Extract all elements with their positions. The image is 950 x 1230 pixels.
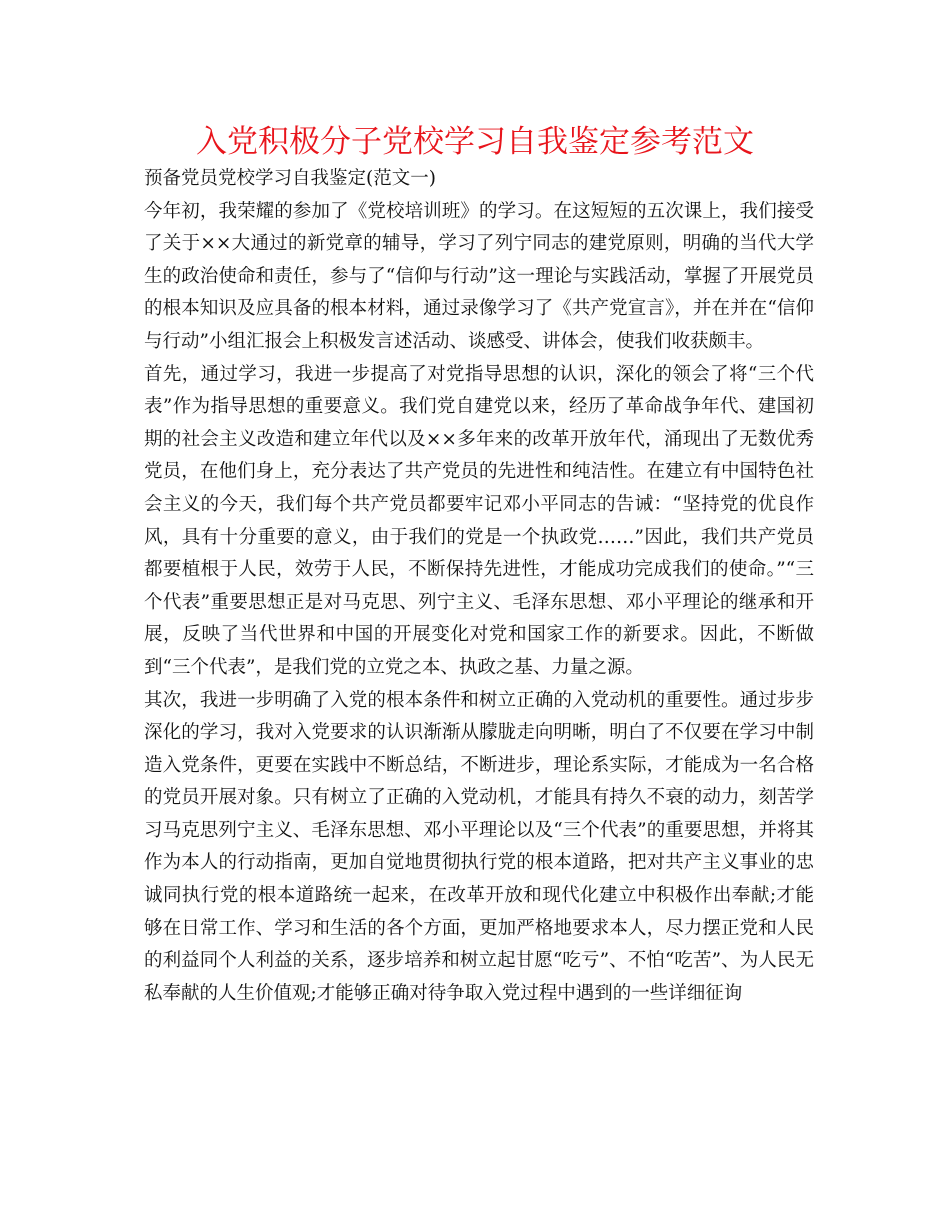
document-subtitle: 预备党员党校学习自我鉴定(范文一) — [144, 168, 436, 189]
document-body — [144, 163, 814, 1010]
document-title: 入党积极分子党校学习自我鉴定参考范文 — [196, 124, 754, 160]
paragraph: 首先，通过学习，我进一步提高了对党指导思想的认识，深化的领会了将“三个代表”作为指导思想的重要意义。我们党自建党以来，经历了革命战争年代、建国初期的社会主义改造和建立年代以及××多年来的改革开放年代，涌现出了无数优秀党员，在他们身上，充分表达了共产党员的先进性和纯洁性。在建立有中国特色社会主义的今天，我们每个共产党员都要牢记邓小平同志的告诫：“坚持党的优良作风，具有十分重要的意义，由于我们的党是一个执政党……”因此，我们共产党员都要植根于人民，效劳于人民，不断保持先进性，才能成功完成我们的使命。”“三个代表”重要思想正是对马克思、列宁主义、毛泽东思想、邓小平理论的继承和开展，反映了当代世界和中国的开展变化对党和国家工作的新要求。因此，不断做到“三个代表”，是我们党的立党之本、执政之基、力量之源。 — [144, 363, 814, 678]
paragraph: 今年初，我荣耀的参加了《党校培训班》的学习。在这短短的五次课上，我们接受了关于××大通过的新党章的辅导，学习了列宁同志的建党原则，明确的当代大学生的政治使命和责任，参与了“信仰与行动”这一理论与实践活动，掌握了开展党员的根本知识及应具备的根本材料，通过录像学习了《共产党宣言》，并在并在“信仰与行动”小组汇报会上积极发言述活动、谈感受、讲体会，使我们收获颇丰。 — [144, 200, 814, 352]
paragraph: 其次，我进一步明确了入党的根本条件和树立正确的入党动机的重要性。通过步步深化的学习，我对入党要求的认识渐渐从朦胧走向明晰，明白了不仅要在学习中制造入党条件，更要在实践中不断总结，不断进步，理论系实际，才能成为一名合格的党员开展对象。只有树立了正确的入党动机，才能具有持久不衰的动力，刻苦学习马克思列宁主义、毛泽东思想、邓小平理论以及“三个代表”的重要思想，并将其作为本人的行动指南，更加自觉地贯彻执行党的根本道路，把对共产主义事业的忠诚同执行党的根本道路统一起来，在改革开放和现代化建立中积极作出奉献;才能够在日常工作、学习和生活的各个方面，更加严格地要求本人，尽力摆正党和人民的利益同个人利益的关系，逐步培养和树立起甘愿“吃亏”、不怕“吃苦”、为人民无私奉献的人生价值观;才能够正确对待争取入党过程中遇到的一些详细征询 — [144, 689, 814, 1004]
